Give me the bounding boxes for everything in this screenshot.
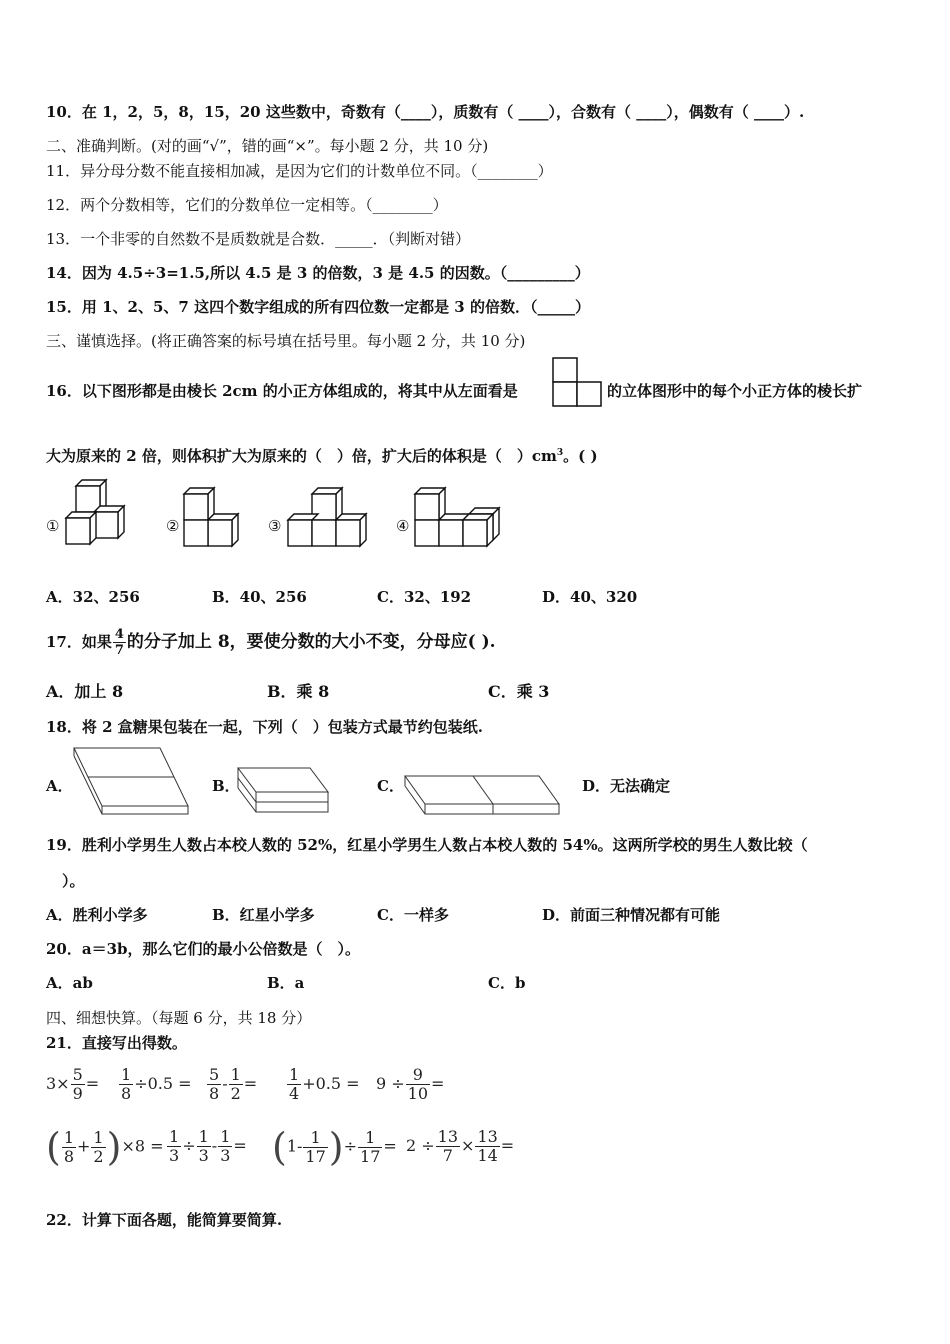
q17-option-b[interactable]: B．乘 8 <box>267 682 330 701</box>
figure-label-1: ① <box>46 517 60 535</box>
section-4-heading: 四、细想快算。（每题 6 分，共 18 分） <box>46 1009 312 1027</box>
q19-option-a[interactable]: A．胜利小学多 <box>46 906 148 924</box>
q18-option-c[interactable]: C． <box>377 777 404 795</box>
section-2-heading: 二、准确判断。(对的画“√”，错的画“×”。每小题 2 分，共 10 分) <box>46 137 489 155</box>
figure-label-3: ③ <box>268 517 282 535</box>
question-17: 17．如果 $\frac{4}{7}$ 的分子加上 8，要使分数的大小不变，分母应( ). <box>46 627 496 658</box>
q19-option-b[interactable]: B．红星小学多 <box>212 906 315 924</box>
question-13: 13．一个非零的自然数不是质数就是合数．_____．（判断对错） <box>46 230 471 248</box>
q18-option-d[interactable]: D．无法确定 <box>582 777 671 795</box>
question-19-line1: 19．胜利小学男生人数占本校人数的 52%，红星小学男生人数占本校人数的 54%。这两所学校的男生人数比较（ <box>46 836 808 854</box>
question-16-line2: 大为原来的 2 倍，则体积扩大为原来的（ ）倍，扩大后的体积是（ ）$cm^3$。( ) <box>46 447 598 465</box>
figure-label-4: ④ <box>396 517 410 535</box>
question-18: 18．将 2 盒糖果包装在一起，下列（ ）包装方式最节约包装纸. <box>46 718 483 736</box>
cube-figure-4 <box>413 486 513 550</box>
expr-8: (1- $\frac{1}{17}$ )÷ $\frac{1}{17}$ = <box>272 1125 397 1169</box>
left-view-figure <box>552 357 604 409</box>
question-20: 20．a＝3b，那么它们的最小公倍数是（ ）。 <box>46 940 361 958</box>
q19-option-c[interactable]: C．一样多 <box>377 906 449 924</box>
q16-option-b[interactable]: B．40、256 <box>212 588 307 606</box>
q20-option-a[interactable]: A．ab <box>46 974 93 992</box>
question-15: 15．用 1、2、5、7 这四个数字组成的所有四位数一定都是 3 的倍数．（_____） <box>46 298 590 316</box>
question-16-line1b: 的立体图形中的每个小正方体的棱长扩 <box>607 382 863 400</box>
question-21: 21．直接写出得数。 <box>46 1034 187 1052</box>
q16-option-c[interactable]: C．32、192 <box>377 588 472 606</box>
cube-figure-3 <box>286 486 376 550</box>
cube-figure-1 <box>64 478 134 548</box>
question-11: 11．异分母分数不能直接相加减，是因为它们的计数单位不同。（________） <box>46 162 553 180</box>
expr-4: $\frac{1}{4}$ +0.5 = <box>289 1065 360 1103</box>
figure-label-2: ② <box>166 517 180 535</box>
expr-6: ( $\frac{1}{8}$ + $\frac{1}{2}$ )×8 = <box>46 1125 164 1169</box>
expr-3: $\frac{5}{8}$ - $\frac{1}{2}$ = <box>209 1065 258 1103</box>
expr-1: 3× $\frac{5}{9}$ = <box>46 1065 100 1103</box>
q16-option-a[interactable]: A．32、256 <box>46 588 140 606</box>
cube-figure-2 <box>182 486 246 550</box>
q16-option-d[interactable]: D．40、320 <box>542 588 638 606</box>
q20-option-c[interactable]: C．b <box>488 974 526 992</box>
q19-option-d[interactable]: D．前面三种情况都有可能 <box>542 906 721 924</box>
q18-option-a[interactable]: A． <box>46 777 73 795</box>
q17-option-a[interactable]: A．加上 8 <box>46 682 124 701</box>
q18-option-b[interactable]: B． <box>212 777 240 795</box>
question-16-line1a: 16．以下图形都是由棱长 2cm 的小正方体组成的，将其中从左面看是 <box>46 382 518 400</box>
q20-option-b[interactable]: B．a <box>267 974 305 992</box>
question-14: 14．因为 4.5÷3=1.5,所以 4.5 是 3 的倍数，3 是 4.5 的因数。（_________） <box>46 264 590 282</box>
question-22: 22．计算下面各题，能简算要简算. <box>46 1211 283 1229</box>
package-figure-c <box>403 774 563 818</box>
expr-9: 2 ÷ $\frac{13}{7}$ × $\frac{13}{14}$ = <box>406 1127 515 1165</box>
expr-2: $\frac{1}{8}$ ÷0.5 = <box>121 1065 192 1103</box>
question-12: 12．两个分数相等，它们的分数单位一定相等。（________） <box>46 196 448 214</box>
expr-7: $\frac{1}{3}$ ÷ $\frac{1}{3}$ - $\frac{1}{3}$ = <box>169 1127 247 1165</box>
package-figure-b <box>236 766 332 818</box>
question-10: 10．在 1，2，5，8，15，20 这些数中，奇数有（____），质数有（ ____），合数有（ ____），偶数有（ ____）. <box>46 103 805 121</box>
package-figure-a <box>72 746 190 818</box>
q17-option-c[interactable]: C．乘 3 <box>488 682 550 701</box>
section-3-heading: 三、谨慎选择。(将正确答案的标号填在括号里。每小题 2 分，共 10 分) <box>46 332 526 350</box>
expr-5: 9 ÷ $\frac{9}{10}$ = <box>376 1065 445 1103</box>
question-19-line2: ）。 <box>62 872 85 890</box>
q17-fraction: $\frac{4}{7}$ <box>114 627 124 658</box>
